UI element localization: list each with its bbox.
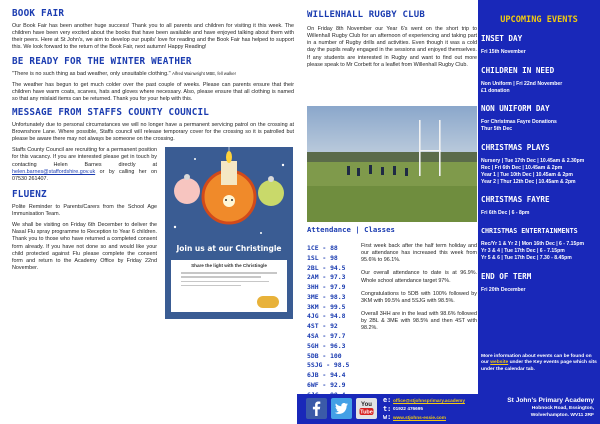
event-line: For Christmas Fayre Donations: [481, 119, 557, 126]
email-label: e:: [383, 396, 392, 405]
phone-number: 01922 476695: [393, 406, 423, 412]
event-line: Thur 5th Dec: [481, 126, 513, 133]
event-line: Rec/Yr 1 & Yr 2 | Mon 16th Dec | 6 - 7.15pm: [481, 241, 584, 248]
event-line: Fri 20th December: [481, 286, 526, 293]
christingle-logo: [257, 296, 279, 308]
christingle-ornaments-image: [165, 147, 293, 247]
left-column: [12, 8, 294, 276]
attendance-class: 5DB - 100: [307, 351, 342, 360]
events-note-post: under the Key events page which sits under the calendar tab.: [481, 360, 597, 372]
events-note-pre: More information about events can be found on our: [481, 354, 592, 366]
helen-barnes-email-link[interactable]: helen.barnes@staffordshire.gov.uk: [12, 168, 96, 175]
event-heading: CHILDREN IN NEED: [481, 65, 555, 75]
book-fair-heading: BOOK FAIR: [12, 8, 65, 19]
flu-section: [12, 147, 294, 272]
middle-column: [307, 10, 477, 389]
footer-bar: [297, 394, 600, 424]
attendance-class: 4SA - 97.7: [307, 332, 346, 341]
attendance-class: 6JB - 94.4: [307, 371, 346, 380]
attendance-class-list: [307, 244, 357, 401]
winter-heading: BE READY FOR THE WINTER WEATHER: [12, 55, 192, 67]
attendance-class: 2AM - 97.3: [307, 273, 346, 282]
fluenz-heading: FLUENZ: [12, 188, 47, 200]
event-details: [481, 81, 597, 95]
twitter-icon[interactable]: [331, 398, 352, 419]
event-line: Nursery | Tue 17th Dec | 10.45am & 2.30pm: [481, 158, 585, 165]
staffs-text-1: Unfortunately due to personal circumstances we will no longer have a permanent servicing patrol on the crossing at Brownshore Lane. Where possible, Staffs council will release temporary cover for the crossing so it is patrolled but please be aware there may not always be someone on the crossing.: [12, 121, 294, 143]
event-line: Rec | Fri 6th Dec | 10.45am & 2pm: [481, 164, 563, 171]
rugby-text: On Friday 8th November our Year 6's went on the short trip to Willenhall Rugby Club for an afternoon of experiencing and taking part in a number of Rugby drills and activities. Even though it was a cold day the pupils really engaged in the sessions and enjoyed themselves. If any students are interested in Rugby and want to find out more please speak to Mr Corbett for a leaflet from Willenhall Rugby Club.: [307, 26, 477, 68]
upcoming-events-panel: [478, 0, 600, 394]
school-name: St John's Primary Academy: [507, 397, 594, 404]
flu-text-column: [12, 147, 157, 272]
event-heading: NON UNIFORM DAY: [481, 104, 550, 114]
event-details: [481, 158, 597, 185]
email-link[interactable]: office@stjohnsprimary.academy: [393, 397, 465, 403]
attendance-class: 3KM - 99.5: [307, 302, 346, 311]
staffs-text-2: [12, 147, 157, 183]
event-end-of-term: [481, 272, 597, 294]
flu-text-2: We shall be visiting on Friday 6th December to deliver the Nasal Flu spray programme to Reception to Year 6 children. Thank you to those who have returned a completed consent form already. If you have not done so and would like your child protected against Flu please complete the consent form and return to the Academy Office by Friday 22nd November.: [12, 222, 157, 271]
event-details: [481, 49, 597, 56]
attendance-class: 2BL - 94.5: [307, 263, 346, 272]
event-heading: CHRISTMAS ENTERTAINMENTS: [481, 227, 578, 236]
svg-text:You: You: [361, 402, 372, 408]
event-line: Fri 6th Dec | 6 - 8pm: [481, 210, 530, 217]
event-heading: END OF TERM: [481, 271, 532, 281]
event-heading: CHRISTMAS PLAYS: [481, 143, 550, 153]
attendance-para-4: Overall 3HH are in the lead with 98.6% followed by 2BL & 3ME with 98.5% and then 4ST with 98.2%.: [361, 310, 477, 332]
event-line: Non Uniform | Fri 22nd November: [481, 80, 563, 87]
event-christmas-fayre: [481, 195, 597, 217]
flu-text-1: Polite Reminder to Parents/Carers from the School Age Immunisation Team.: [12, 203, 157, 217]
address-line: Wolverhampton. WV11 2RF: [530, 412, 594, 418]
poster-details: [181, 272, 277, 289]
school-address: [494, 397, 594, 419]
christingle-poster: [165, 147, 293, 319]
attendance-para-3: Congratulations to 5DB with 100% followed by 3KM with 99.5% and 5SJG with 98.5%.: [361, 290, 477, 304]
winter-text: The weather has begun to get much colder over the past couple of weeks. Please can parents ensure that their children have warm coats, scarves, hats and gloves where necessary. Also, please ensure that all clothing is named so that any mislaid items can be returned. Thank you for your help with this.: [12, 81, 294, 102]
rugby-photo: [307, 106, 477, 222]
attendance-para-1: First week back after the half term holiday and our attendance has increased this week from 95.6% to 96.1%.: [361, 243, 477, 264]
svg-text:Tube: Tube: [360, 409, 373, 416]
address-line: Hobnock Road, Essington,: [531, 405, 594, 411]
event-heading: CHRISTMAS FAYRE: [481, 195, 550, 205]
poster-info-card: [171, 260, 287, 312]
attendance-class: 1CE - 88: [307, 244, 338, 252]
attendance-para-2: Our overall attendance to date is at 96.9%. Whole school attendance target 97%.: [361, 270, 477, 284]
event-non-uniform-day: [481, 104, 597, 133]
phone-label: t:: [383, 404, 392, 413]
youtube-icon[interactable]: [356, 398, 377, 419]
events-list: [481, 34, 597, 303]
poster-subline: Share the light with the Christingle: [191, 263, 267, 269]
attendance-class: 5SJG - 98.5: [307, 361, 350, 370]
staffs-heading: MESSAGE FROM STAFFS COUNTY COUNCIL: [12, 106, 210, 118]
quote-author: Alfred Wainwright MBE, fell walker: [172, 70, 236, 76]
rugby-heading: WILLENHALL RUGBY CLUB: [307, 10, 425, 20]
website-link[interactable]: website: [490, 360, 509, 366]
web-link[interactable]: www.stjohns-essie.com: [393, 414, 446, 420]
winter-quote: [12, 71, 294, 77]
attendance-class: 4ST - 92: [307, 322, 338, 331]
event-line: Year 1 | Tue 10th Dec | 10.45am & 2pm: [481, 171, 573, 178]
staffs-text-2-pre: Staffs County Council are recruiting for a permanent position for this vacancy. If you are interested please get in touch by contacting Helen Barnes directly at: [12, 147, 157, 168]
event-inset-day: [481, 34, 597, 56]
event-details: [481, 241, 597, 261]
attendance-heading: Attendance | Classes: [307, 225, 395, 234]
event-details: [481, 287, 597, 294]
book-fair-text: Our Book Fair has been another huge success! Thank you to all parents and children for visiting it this week. The children have been very excited about the books that have been available and have enjoyed talking about them with their peers. Here at St John's, we aim to develop our pupils' love for reading and the Book Fair has helped to support this. We look forward to the return of the Book Fair, next autumn! Happy Reading!: [12, 23, 294, 51]
phone-row: [383, 405, 493, 414]
attendance-class: 5GH - 96.3: [307, 341, 346, 350]
attendance-text: [361, 243, 477, 338]
attendance-class: 3HH - 97.9: [307, 283, 346, 292]
event-details: [481, 119, 597, 133]
event-children-in-need: [481, 66, 597, 95]
event-line: Year 2 | Thur 12th Dec | 10.45am & 2pm: [481, 178, 576, 185]
event-christmas-entertainments: [481, 227, 597, 261]
attendance-class: 3ME - 98.3: [307, 292, 346, 301]
staffs-text-2-post: or by calling her on 07530 261407.: [12, 168, 157, 182]
event-line: Fri 15th November: [481, 49, 526, 55]
quote-text: "There is no such thing as bad weather, only unsuitable clothing.": [12, 70, 171, 77]
event-details: [481, 210, 597, 217]
event-christmas-plays: [481, 143, 597, 185]
event-line: Yr 5 & 6 | Tue 17th Dec | 7.30 - 8.45pm: [481, 254, 572, 261]
attendance-class: 6WF - 92.9: [307, 380, 346, 389]
web-row: [383, 413, 493, 422]
facebook-icon[interactable]: [306, 398, 327, 419]
attendance-class: 1SL - 98: [307, 253, 338, 262]
events-note: [481, 354, 597, 373]
event-line: £1 donation: [481, 87, 510, 94]
poster-headline: Join us at our Christingle: [176, 244, 282, 254]
event-heading: INSET DAY: [481, 34, 523, 43]
contact-details: [383, 396, 493, 422]
attendance-class: 4JG - 94.8: [307, 312, 346, 321]
email-row: [383, 396, 493, 405]
event-line: Yr 3 & 4 | Tue 17th Dec | 6 - 7.15pm: [481, 247, 565, 254]
upcoming-events-heading: UPCOMING EVENTS: [500, 15, 578, 25]
web-label: w:: [383, 413, 392, 422]
